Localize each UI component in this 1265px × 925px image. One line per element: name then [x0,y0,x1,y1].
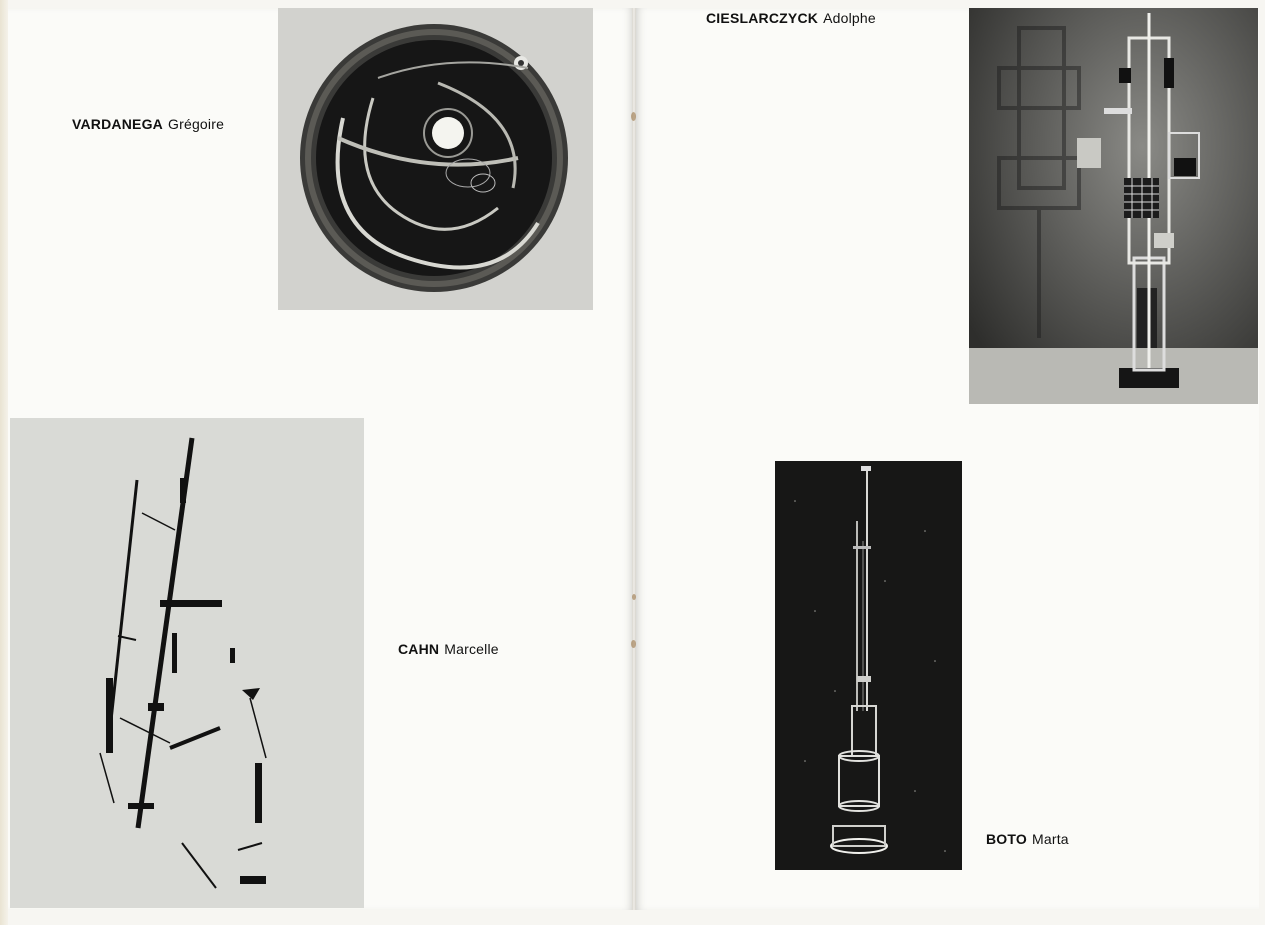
staple-mark [631,640,636,648]
linear-construction-image [10,418,364,908]
artist-given-name: Marcelle [444,641,499,657]
circular-kinetic-relief-photo [278,8,593,310]
artist-given-name: Adolphe [823,10,876,26]
artist-surname: CIESLARCZYCK [706,10,819,26]
staple-mark [631,112,636,121]
artist-surname: BOTO [986,831,1027,847]
linear-wire-construction-photo [10,418,364,908]
plexiglass-column-image [775,461,962,870]
artist-given-name: Grégoire [168,116,225,132]
grid-tower-image [969,8,1258,404]
plexiglass-column-sculpture-photo [775,461,962,870]
circular-relief-image [278,8,593,310]
artist-caption-cieslarczyck [706,10,876,26]
artist-given-name: Marta [1032,831,1069,847]
artist-surname: CAHN [398,641,440,657]
artist-surname: VARDANEGA [72,116,163,132]
artist-caption-vardanega [72,116,224,132]
page-edge [0,0,8,925]
staple-mark [632,594,636,600]
artist-caption-boto [986,831,1069,847]
vertical-grid-tower-sculpture-photo [969,8,1258,404]
artist-caption-cahn [398,641,499,657]
